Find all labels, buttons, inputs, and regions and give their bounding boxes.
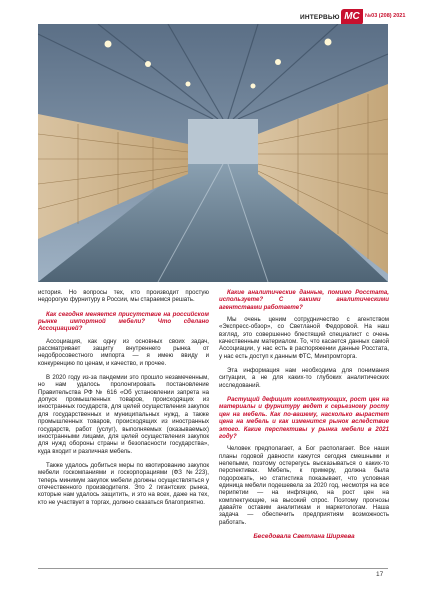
author-signature: Беседовала Светлана Ширяева: [253, 532, 355, 540]
section-title: ИНТЕРВЬЮ: [300, 14, 340, 21]
interview-question: Как сегодня меняется присутствие на российском рынке импортной мебели? Что сделано Ассоциацией?: [38, 310, 209, 333]
paragraph: Эта информация нам необходима для понимания ситуации, а не для каких-то глубоких аналитических исследований.: [219, 367, 389, 389]
issue-number: №03 (208) 2021: [365, 13, 406, 19]
paragraph: Также удалось добиться меры по квотированию закупок мебели госкомпаниями и госкорпорациями (ФЗ №223), теперь минимум закупок мебели должны осуществляться у отечественного производителя. Это 2 гигантских рынка, которые нам удалось защитить, и это на всех, даже на тех, кто не участвует в торгах, должно сказаться благоприятно.: [38, 461, 209, 506]
warehouse-image-icon: [38, 24, 388, 282]
interview-question: Растущий дефицит комплектующих, рост цен на материалы и фурнитуру ведет к серьезному росту цен на мебель. Как по-вашему, насколько вырастет цена на мебель и как изменится рынок вследствие этого. Какие перспективы у рынка мебели в 2021 году?: [219, 396, 389, 440]
paragraph: история. Но вопросы тех, кто производит простую недорогую фурнитуру в России, мы стараемся решать.: [38, 289, 209, 304]
left-column: [38, 289, 209, 513]
footer-divider: [38, 568, 388, 569]
paragraph: Человек предполагает, а Бог располагает. Все наши планы годовой давности кажутся сегодня смешными и нелепыми, поэтому остерегусь высказываться о каких-то перспективах. Мебель, к примеру, должна была подорожать, но статистика показывает, что условная единица мебели подешевела за 2020 год, несмотря на все перипетии — на инфляцию, на рост цен на комплектующие, на высокий спрос. Поэтому прогнозы давайте оставим аналитикам и маркетологам. Наша задача — обеспечить предприятиям возможность работать.: [219, 445, 389, 526]
paragraph: В 2020 году из-за пандемии это прошло незамеченным, но нам удалось пролонгировать постановление Правительства РФ № 616 «Об установлении запрета на допуск промышленных товаров, происходящих из иностранных государств, для целей осуществления закупок для государственных и муниципальных нужд, а также промышленных товаров, происходящих из иностранных государств, работ (услуг), выполняемых (оказываемых) иностранными лицами, для целей осуществления закупок для нужд обороны страны и безопасности государства», куда входит и различная мебель.: [38, 374, 209, 455]
paragraph: Мы очень ценим сотрудничество с агентством «Экспресс-обзор», со Светланой Федоровой. На наш взгляд, это совершенно блестящий специалист с очень качественным материалом. То, что касается данных самой Ассоциации, у нас есть в распоряжении данные Росстата, у нас есть доступ к данным ФТС, Минпромторга.: [219, 316, 389, 360]
warehouse-photo: [38, 24, 388, 282]
page-number: 17: [376, 571, 384, 578]
magazine-logo: МС: [341, 9, 363, 25]
right-column: [219, 289, 389, 540]
paragraph: Ассоциация, как одну из основных своих задач, рассматривает защиту внутреннего рынка от недобросовестного импорта — я имею ввиду и конкуренцию по ценам, и качество, и прочее.: [38, 337, 209, 367]
interview-question: Какие аналитические данные, помимо Росстата, используете? С какими аналитическими агентствами работаете?: [219, 289, 389, 311]
